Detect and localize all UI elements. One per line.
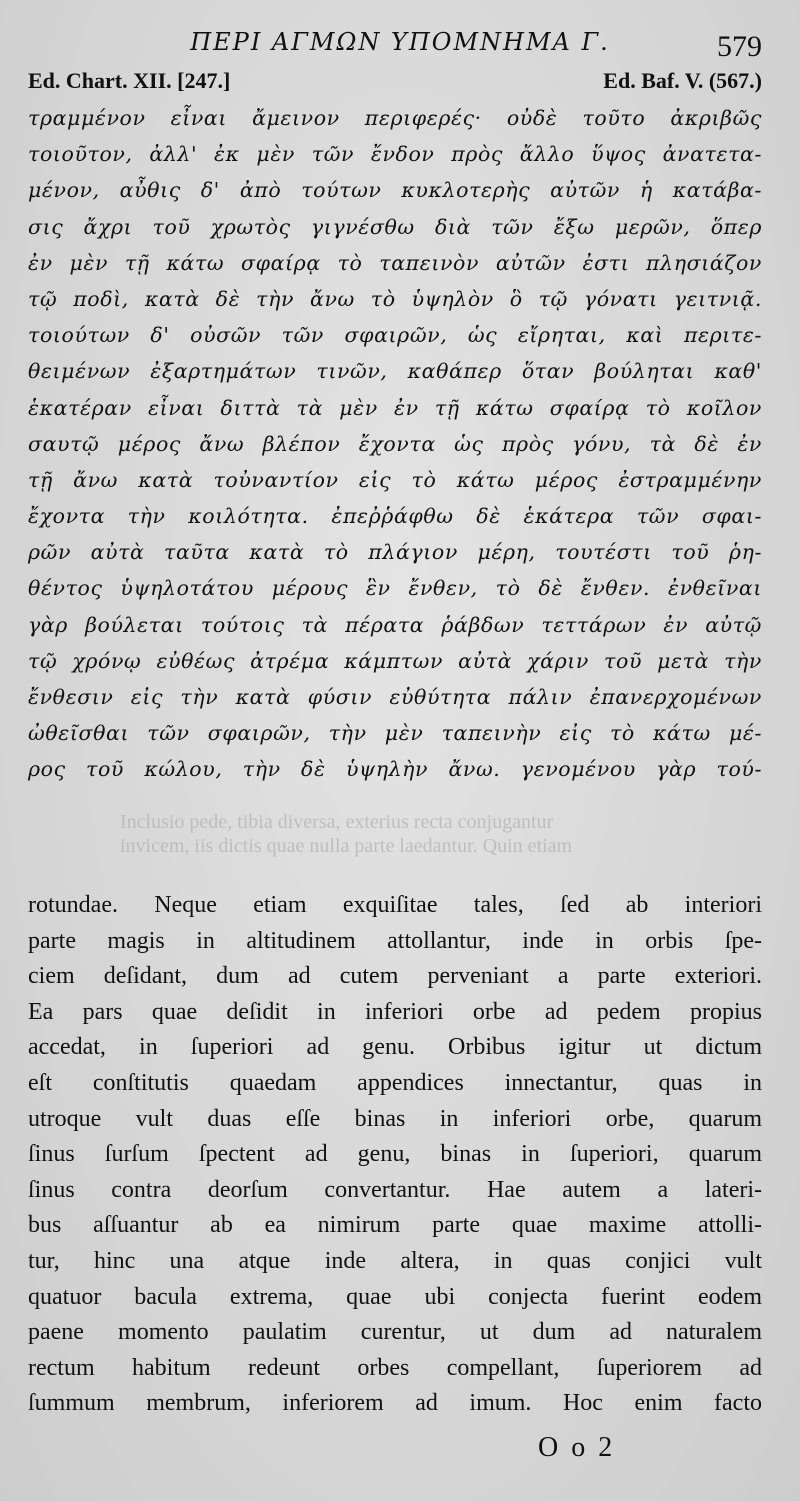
greek-line: σαυτῷ μέρος ἄνω βλέπον ἔχοντα ὡς πρὸς γόνυ, τὰ δὲ ἐν	[28, 431, 762, 456]
greek-line: τῷ χρόνῳ εὐθέως ἀτρέμα κάμπτων αὐτὰ χάριν τοῦ μετὰ τὴν	[28, 648, 762, 673]
running-head-title: ΠΕΡΙ ΑΓΜΩΝ ΥΠΟΜΝΗΜΑ Γ.	[190, 28, 610, 56]
greek-text-block	[28, 100, 762, 788]
bleed-through-text	[120, 810, 770, 858]
latin-line: ſinus contra deorſum convertantur. Hae autem a lateri-	[28, 1176, 762, 1203]
greek-line: ρος τοῦ κώλου, τὴν δὲ ὑψηλὴν ἄνω. γενομένου γὰρ τού-	[28, 757, 762, 782]
greek-line: τοιοῦτον, ἀλλ' ἐκ μὲν τῶν ἔνδον πρὸς ἄλλο ὕψος ἀνατετα-	[28, 142, 762, 167]
latin-line: paene momento paulatim curentur, ut dum ad naturalem	[28, 1319, 762, 1346]
greek-line: γὰρ βούλεται τούτοις τὰ πέρατα ῥάβδων τεττάρων ἐν αὐτῷ	[28, 612, 762, 637]
latin-line: rectum habitum redeunt orbes compellant, ſuperiorem ad	[28, 1354, 762, 1381]
latin-line: accedat, in ſuperiori ad genu. Orbibus igitur ut dictum	[28, 1034, 762, 1061]
greek-line: ἑκατέραν εἶναι διττὰ τὰ μὲν ἐν τῇ κάτω σφαίρᾳ τὸ κοῖλον	[28, 395, 762, 420]
latin-line: bus aſſuantur ab ea nimirum parte quae maxime attolli-	[28, 1212, 762, 1239]
greek-line: μένον, αὖθις δ' ἀπὸ τούτων κυκλοτερὴς αὐτῶν ἡ κατάβα-	[28, 178, 762, 203]
greek-line: θειμένων ἐξαρτημάτων τινῶν, καθάπερ ὅταν βούληται καθ'	[28, 359, 762, 384]
latin-text-block	[28, 888, 762, 1422]
latin-line: ciem deſidant, dum ad cutem perveniant a parte exteriori.	[28, 963, 762, 990]
bleed-through-line: Inclusio pede, tibia diversa, exterius recta conjugantur	[120, 811, 554, 833]
greek-line: ὠθεῖσθαι τῶν σφαιρῶν, τὴν μὲν ταπεινὴν εἰς τὸ κάτω μέ-	[28, 721, 762, 746]
greek-line: σις ἄχρι τοῦ χρωτὸς γιγνέσθω διὰ τῶν ἔξω μερῶν, ὅπερ	[28, 214, 762, 239]
edition-chart-ref: Ed. Chart. XII. [247.]	[28, 68, 231, 93]
latin-line: quatuor bacula extrema, quae ubi conjecta fuerint eodem	[28, 1283, 762, 1310]
greek-line: ἔνθεσιν εἰς τὴν κατὰ φύσιν εὐθύτητα πάλιν ἐπανερχομένων	[28, 685, 762, 709]
latin-line: utroque vult duas eſſe binas in inferiori orbe, quarum	[28, 1105, 762, 1132]
greek-line: ἔχοντα τὴν κοιλότητα. ἐπεῤῥάφθω δὲ ἑκάτερα τῶν σφαι-	[28, 504, 762, 529]
greek-line: τῇ ἄνω κατὰ τοὐναντίον εἰς τὸ κάτω μέρος ἐστραμμένην	[28, 467, 762, 492]
latin-line: eſt conſtitutis quaedam appendices innectantur, quas in	[28, 1069, 762, 1096]
latin-line: parte magis in altitudinem attollantur, inde in orbis ſpe-	[28, 927, 762, 954]
greek-line: ρῶν αὐτὰ ταῦτα κατὰ τὸ πλάγιον μέρη, τουτέστι τοῦ ῥη-	[28, 540, 762, 565]
greek-line: θέντος ὑψηλοτάτου μέρους ἓν ἔνθεν, τὸ δὲ ἔνθεν. ἐνθεῖναι	[28, 576, 762, 601]
latin-line: ſinus ſurſum ſpectent ad genu, binas in ſuperiori, quarum	[28, 1141, 762, 1168]
greek-line: τραμμένον εἶναι ἄμεινον περιφερές· οὐδὲ τοῦτο ἀκριβῶς	[28, 106, 762, 130]
bleed-through-line: invicem, iis dictis quae nulla parte laedantur. Quin etiam	[120, 835, 573, 857]
page-number: 579	[717, 30, 762, 63]
greek-line: τοιούτων δ' οὐσῶν τῶν σφαιρῶν, ὡς εἴρηται, καὶ περιτε-	[28, 323, 762, 348]
greek-line: τῷ ποδὶ, κατὰ δὲ τὴν ἄνω τὸ ὑψηλὸν ὃ τῷ γόνατι γειτνιᾷ.	[28, 286, 762, 311]
signature-mark: O o 2	[538, 1432, 616, 1463]
latin-line: ſummum membrum, inferiorem ad imum. Hoc enim facto	[28, 1390, 762, 1417]
greek-line: ἐν μὲν τῇ κάτω σφαίρᾳ τὸ ταπεινὸν αὐτῶν ἐστι πλησιάζον	[28, 250, 762, 275]
edition-basel-ref: Ed. Baf. V. (567.)	[603, 68, 762, 93]
edition-references	[28, 68, 762, 94]
latin-line: tur, hinc una atque inde altera, in quas conjici vult	[28, 1247, 762, 1274]
latin-line: rotundae. Neque etiam exquiſitae tales, ſed ab interiori	[28, 892, 762, 918]
latin-line: Ea pars quae deſidit in inferiori orbe ad pedem propius	[28, 998, 762, 1025]
